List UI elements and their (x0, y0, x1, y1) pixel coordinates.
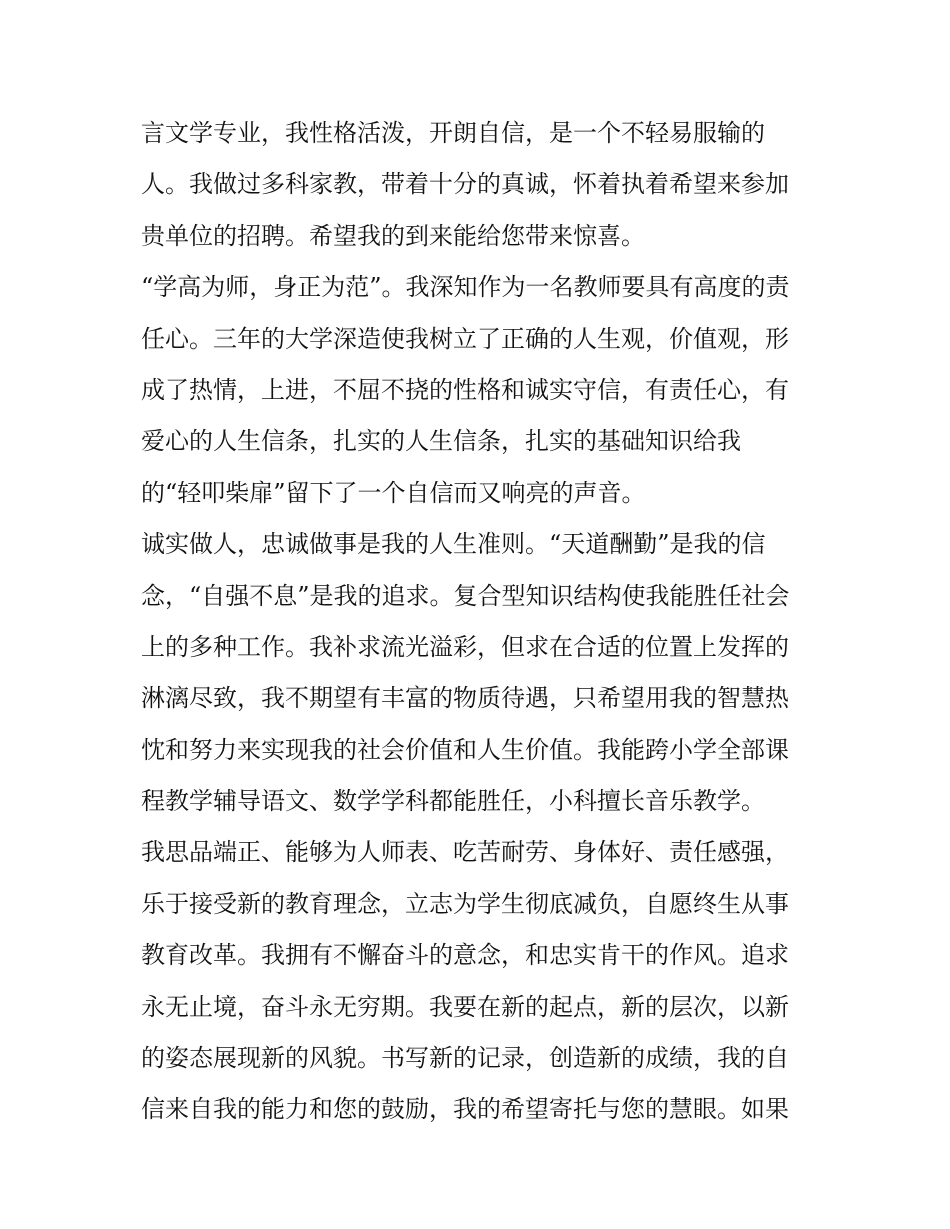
text-line: 诚实做人，忠诚做事是我的人生准则。“天道酬勤”是我的信 (141, 530, 766, 559)
text-line: 信来自我的能力和您的鼓励，我的希望寄托与您的慧眼。如果 (141, 1095, 789, 1124)
text-line: 永无止境，奋斗永无穷期。我要在新的起点，新的层次，以新 (141, 992, 789, 1021)
text-line: 忱和努力来实现我的社会价值和人生价值。我能跨小学全部课 (141, 735, 789, 764)
text-line: 淋漓尽致，我不期望有丰富的物质待遇，只希望用我的智慧热 (141, 684, 789, 713)
text-line: 任心。三年的大学深造使我树立了正确的人生观，价值观，形 (141, 324, 789, 353)
letter-body (141, 108, 821, 1136)
text-line: 我思品端正、能够为人师表、吃苦耐劳、身体好、责任感强， (141, 838, 789, 867)
text-line: 爱心的人生信条，扎实的人生信条，扎实的基础知识给我 (141, 427, 741, 456)
text-line: 成了热情，上进，不屈不挠的性格和诚实守信，有责任心，有 (141, 375, 789, 404)
text-line: 程教学辅导语文、数学学科都能胜任，小科擅长音乐教学。 (141, 787, 765, 816)
text-line: 上的多种工作。我补求流光溢彩，但求在合适的位置上发挥的 (141, 632, 789, 661)
text-line: 念，“自强不息”是我的追求。复合型知识结构使我能胜任社会 (141, 581, 790, 610)
text-line: “学高为师，身正为范”。我深知作为一名教师要具有高度的责 (141, 273, 790, 302)
text-line: 的“轻叩柴扉”留下了一个自信而又响亮的声音。 (141, 478, 646, 507)
text-line: 言文学专业，我性格活泼，开朗自信，是一个不轻易服输的 (141, 119, 765, 147)
text-line: 人。我做过多科家教，带着十分的真诚，怀着执着希望来参加 (141, 170, 789, 199)
text-line: 贵单位的招聘。希望我的到来能给您带来惊喜。 (141, 221, 645, 250)
text-line: 教育改革。我拥有不懈奋斗的意念，和忠实肯干的作风。追求 (141, 941, 789, 970)
text-line: 的姿态展现新的风貌。书写新的记录，创造新的成绩，我的自 (141, 1044, 789, 1073)
text-line: 乐于接受新的教育理念，立志为学生彻底减负，自愿终生从事 (141, 889, 789, 918)
